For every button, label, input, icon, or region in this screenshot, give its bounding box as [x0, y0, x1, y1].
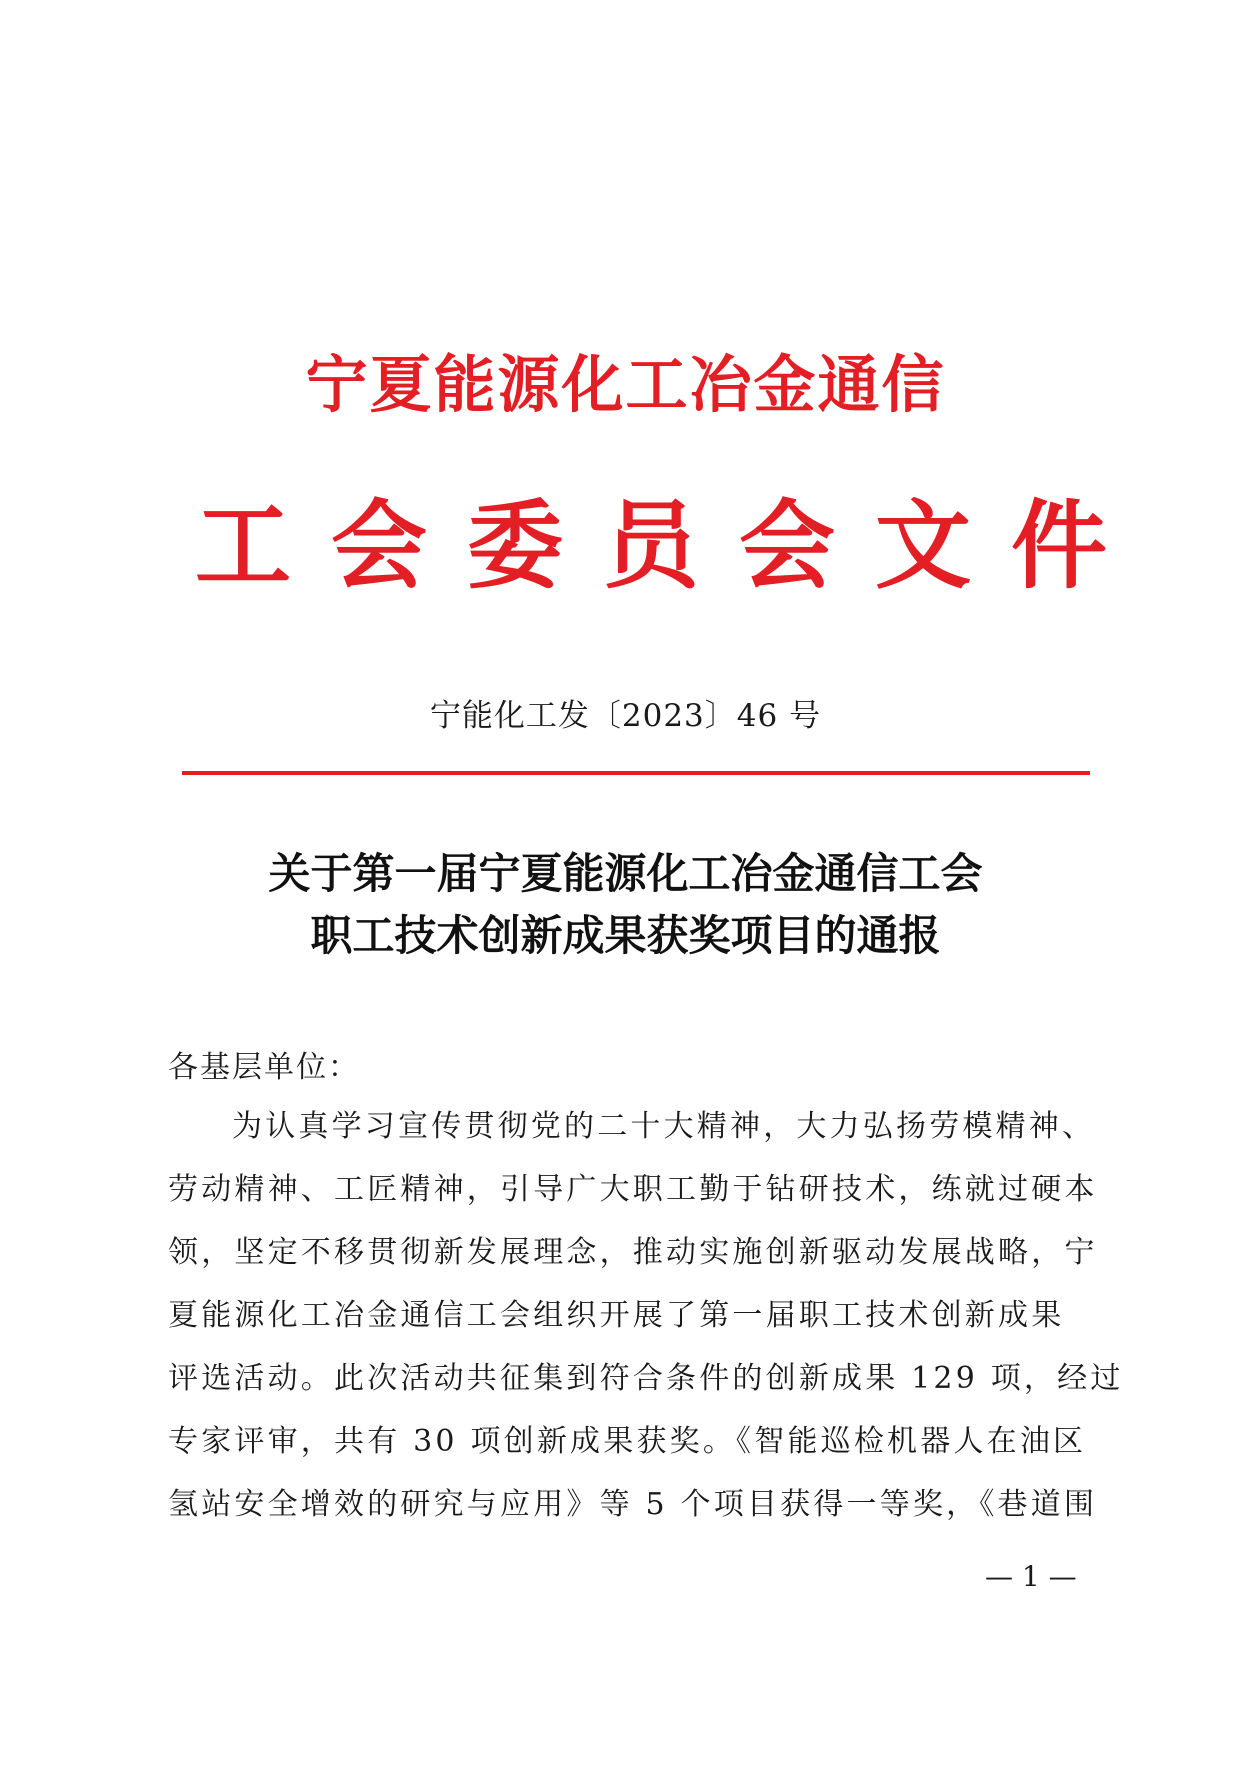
- body-line: 领，坚定不移贯彻新发展理念，推动实施创新驱动发展战略，宁: [168, 1235, 1098, 1270]
- body-paragraph: [168, 1095, 1124, 1536]
- title-line-1: 关于第一届宁夏能源化工冶金通信工会: [268, 849, 983, 898]
- title-line-2: 职工技术创新成果获奖项目的通报: [310, 911, 941, 960]
- body-line: 劳动精神、工匠精神，引导广大职工勤于钻研技术，练就过硬本: [168, 1172, 1098, 1207]
- header-organization-line: 宁夏能源化工冶金通信: [305, 348, 946, 421]
- body-line: 夏能源化工冶金通信工会组织开展了第一届职工技术创新成果: [168, 1298, 1065, 1333]
- page-number: — 1 —: [985, 1560, 1077, 1593]
- document-title: [0, 843, 1251, 967]
- document-number: 宁能化工发〔2023〕46 号: [429, 698, 822, 734]
- body-line: 为认真学习宣传贯彻党的二十大精神，大力弘扬劳模精神、: [232, 1109, 1096, 1144]
- salutation: 各基层单位：: [168, 1050, 360, 1085]
- header-document-type-line: 工会委员会文件: [195, 489, 1147, 602]
- red-divider-line: [182, 771, 1090, 775]
- body-line: 专家评审，共有 30 项创新成果获奖。《智能巡检机器人在油区: [168, 1424, 1087, 1459]
- body-line: 氢站安全增效的研究与应用》等 5 个项目获得一等奖，《巷道围: [168, 1487, 1098, 1522]
- body-line: 评选活动。此次活动共征集到符合条件的创新成果 129 项，经过: [168, 1361, 1124, 1396]
